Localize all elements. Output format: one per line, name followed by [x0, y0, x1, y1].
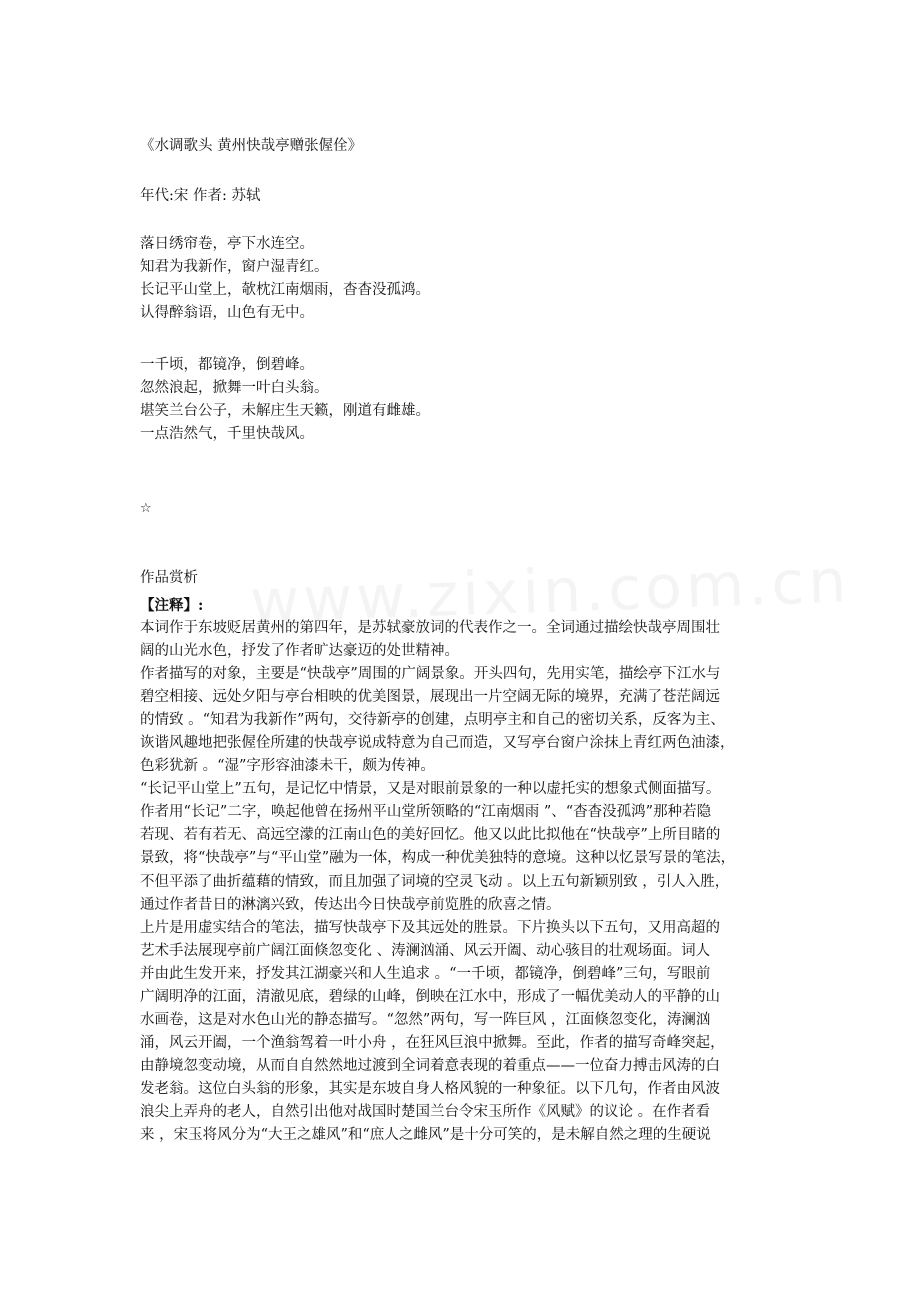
analysis-line: 由静境忽变动境，从而自自然然地过渡到全词着意表现的着重点——一位奋力搏击风涛的白: [140, 1057, 720, 1074]
analysis-body: [140, 617, 800, 1147]
analysis-line: 广阔明净的江面，清澈见底，碧绿的山峰，倒映在江水中，形成了一幅优美动人的平静的山: [140, 988, 720, 1005]
poem-line: 忽然浪起，掀舞一叶白头翁。: [140, 380, 329, 396]
analysis-line: 发老翁。这位白头翁的形象，其实是东坡自身人格风貌的一种象征。以下几句，作者由风波: [140, 1080, 720, 1097]
poem-stanza-1: [140, 233, 430, 325]
analysis-line: 上片是用虚实结合的笔法，描写快哉亭下及其远处的胜景。下片换头以下五句，又用高超的: [140, 919, 720, 936]
poem-line: 一千顷，都镜净，倒碧峰。: [140, 357, 314, 373]
analysis-line: 涌，风云开阖，一个渔翁驾着一叶小舟 ，在狂风巨浪中掀舞。至此，作者的描写奇峰突起，: [140, 1034, 725, 1051]
poem-line: 知君为我新作，窗户湿青红。: [140, 259, 329, 275]
analysis-line: 诙谐风趣地把张偓佺所建的快哉亭说成特意为自己而造，又写亭台窗户涂抹上青红两色油漆，: [140, 735, 735, 752]
analysis-line: 若现、若有若无、高远空濛的江南山色的美好回忆。他又以此比拟他在“快哉亭”上所目睹的: [140, 827, 721, 844]
analysis-line: 碧空相接、远处夕阳与亭台相映的优美图景，展现出一片空阔无际的境界，充满了苍茫阔远: [140, 689, 720, 706]
note-label: 【注释】:: [140, 597, 204, 614]
poem-stanza-2: [140, 354, 430, 446]
analysis-line: 的情致 。“知君为我新作”两句，交待新亭的创建，点明亭主和自己的密切关系，反客为主、: [140, 712, 725, 729]
analysis-line: 通过作者昔日的淋漓兴致，传达出今日快哉亭前览胜的欣喜之情。: [140, 896, 561, 913]
analysis-line: 作者描写的对象，主要是“快哉亭”周围的广阔景象。开头四句，先用实笔，描绘亭下江水与: [140, 666, 721, 683]
analysis-line: 本词作于东坡贬居黄州的第四年，是苏轼豪放词的代表作之一。全词通过描绘快哉亭周围壮: [140, 620, 720, 636]
analysis-line: 景致，将“快哉亭”与“平山堂”融为一体，构成一种优美独特的意境。这种以忆景写景的笔法，: [140, 850, 736, 867]
poem-line: 认得醉翁语，山色有无中。: [140, 305, 314, 321]
analysis-line: 水画卷，这是对水色山光的静态描写。“忽然”两句，写一阵巨风 ，江面倏忽变化，涛澜汹: [140, 1011, 711, 1028]
analysis-line: 不但平添了曲折蕴藉的情致，而且加强了词境的空灵飞动 。以上五句新颖别致 ，引人入胜，: [140, 873, 730, 890]
analysis-line: 浪尖上弄舟的老人，自然引出他对战国时楚国兰台令宋玉所作《风赋》的议论 。在作者看: [140, 1103, 711, 1120]
star-icon: ☆: [140, 501, 152, 516]
analysis-line: “长记平山堂上”五句，是记忆中情景，又是对眼前景象的一种以虚托实的想象式侧面描写。: [140, 781, 721, 798]
analysis-line: 色彩犹新 。“湿”字形容油漆未干，颇为传神。: [140, 758, 435, 775]
poem-line: 长记平山堂上，欹枕江南烟雨，杳杳没孤鸿。: [140, 282, 430, 298]
poem-line: 堪笑兰台公子，未解庄生天籁，刚道有雌雄。: [140, 403, 430, 419]
poem-title: 《水调歌头 黄州快哉亭赠张偓佺》: [140, 138, 363, 154]
poem-line: 一点浩然气，千里快哉风。: [140, 426, 314, 442]
poem-line: 落日绣帘卷，亭下水连空。: [140, 236, 314, 252]
poem-meta: 年代:宋 作者: 苏轼: [140, 188, 261, 204]
analysis-line: 来 ，宋玉将风分为“大王之雄风”和“庶人之雌风”是十分可笑的，是未解自然之理的生硬说: [140, 1127, 711, 1144]
analysis-line: 作者用“长记”二字，唤起他曾在扬州平山堂所领略的“江南烟雨 ”、“杳杳没孤鸿”那种若隐: [140, 804, 712, 821]
analysis-line: 艺术手法展现亭前广阔江面倏忽变化 、涛澜汹涌、风云开阖、动心骇目的壮观场面。词人: [140, 942, 711, 959]
section-title: 作品赏析: [140, 570, 198, 586]
analysis-line: 并由此生发开来，抒发其江湖豪兴和人生追求 。“一千顷，都镜净，倒碧峰”三句，写眼前: [140, 965, 711, 982]
analysis-line: 阔的山光水色，抒发了作者旷达豪迈的处世精神。: [140, 643, 459, 660]
